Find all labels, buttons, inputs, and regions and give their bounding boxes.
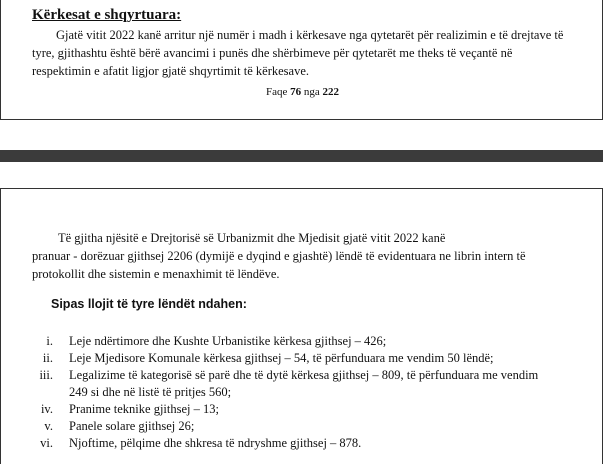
section-heading: Kërkesat e shqyrtuara: bbox=[32, 7, 182, 23]
intro-paragraph-line: Të gjitha njësitë e Drejtorisë së Urbanizmit dhe Mjedisit gjatë vitit 2022 kanë bbox=[58, 231, 446, 245]
page-footer bbox=[1, 86, 603, 98]
list-item-text: Leje Mjedisore Komunale kërkesa gjithsej – 54, të përfunduara me vendim 50 lëndë; bbox=[69, 351, 494, 365]
case-type-list bbox=[1, 333, 603, 452]
list-item-text: Njoftime, pëlqime dhe shkresa të ndryshme gjithsej – 878. bbox=[69, 436, 362, 450]
list-item bbox=[1, 418, 603, 435]
page-footer-prefix: Faqe bbox=[265, 86, 288, 98]
intro-paragraph bbox=[32, 229, 572, 283]
list-item-number: iii. bbox=[39, 368, 53, 382]
list-item-text: Legalizime të kategorisë së parë dhe të dytë kërkesa gjithsej – 809, të përfunduara me vendim 249 si dhe në listë të pritjes 560; bbox=[69, 368, 539, 399]
list-item-text: Pranime teknike gjithsej – 13; bbox=[69, 402, 219, 416]
list-item-number: iv. bbox=[40, 402, 53, 416]
list-item bbox=[1, 367, 603, 401]
intro-paragraph-line: protokollit dhe sistemin e menaxhimit të lëndëve. bbox=[32, 267, 280, 281]
list-item-number: vi. bbox=[40, 436, 53, 450]
list-item-number: i. bbox=[46, 334, 53, 348]
section-paragraph: Gjatë vitit 2022 kanë arritur një numër i madh i kërkesave nga qytetarët për realizimin e të drejtave të tyre, gjithashtu është bërë avancimi i punës dhe shërbimeve për qytetarët me theks të veçantë në respektimin e afatit ligjor gjatë shqyrtimit të kërkesave. bbox=[32, 28, 564, 78]
list-item-text: Panele solare gjithsej 26; bbox=[69, 419, 195, 433]
list-item-text: Leje ndërtimore dhe Kushte Urbanistike kërkesa gjithsej – 426; bbox=[69, 334, 387, 348]
list-subheading: Sipas llojit të tyre lëndët ndahen: bbox=[51, 297, 247, 311]
list-item-number: v. bbox=[44, 419, 53, 433]
page-separator bbox=[0, 150, 603, 162]
list-item bbox=[1, 350, 603, 367]
page-current-number: 76 bbox=[290, 86, 302, 98]
document-page-top bbox=[0, 0, 603, 120]
document-page-bottom bbox=[0, 188, 603, 464]
page-total-number: 222 bbox=[322, 86, 340, 98]
list-item bbox=[1, 333, 603, 350]
intro-paragraph-line: pranuar - dorëzuar gjithsej 2206 (dymijë e dyqind e gjashtë) lëndë të evidentuara ne librin intern të bbox=[32, 249, 526, 263]
list-item-number: ii. bbox=[42, 351, 53, 365]
page-footer-separator: nga bbox=[303, 86, 320, 98]
list-item bbox=[1, 401, 603, 418]
list-item bbox=[1, 435, 603, 452]
